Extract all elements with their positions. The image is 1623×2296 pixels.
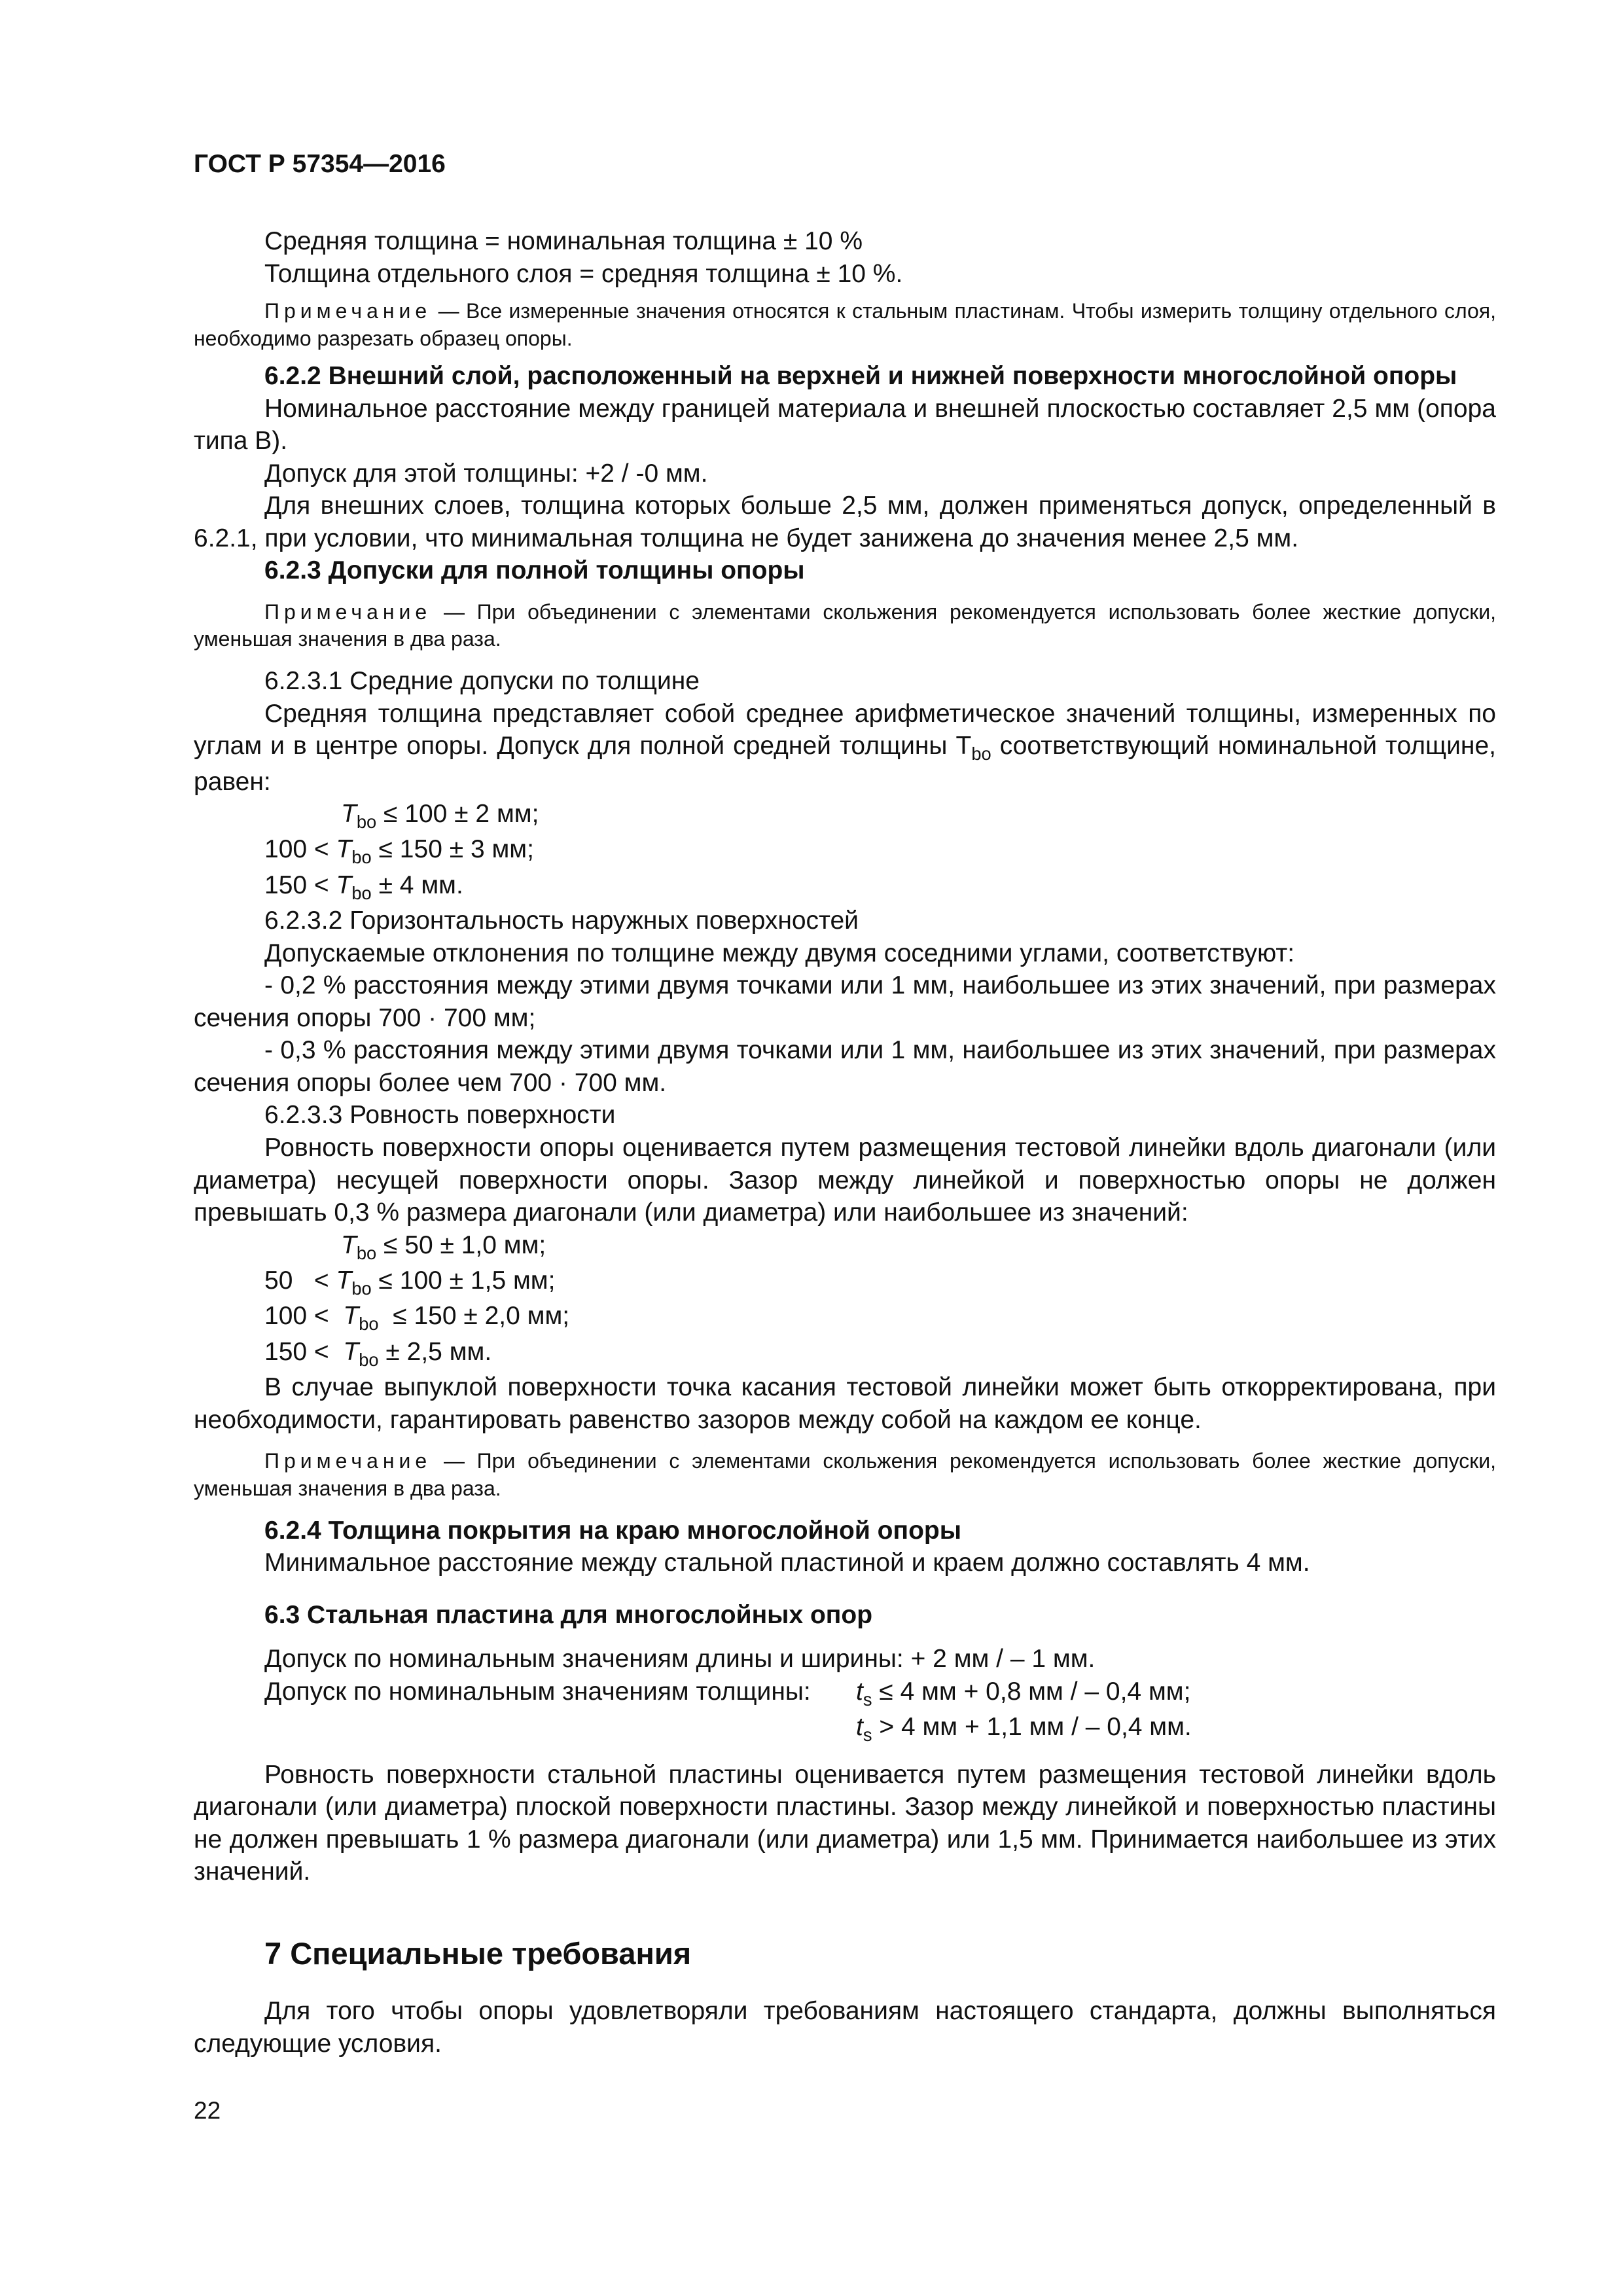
- paragraph: Средняя толщина представляет собой среднее арифметическое значений толщины, измеренных по углам и в центре опоры. Допуск для полной средней толщины $T_{bo}$ соответствующий номинальной толщине, равен:: [194, 699, 1496, 796]
- paragraph: Допуск по номинальным значениям длины и ширины: + 2 мм / – 1 мм.: [264, 1645, 1096, 1674]
- note-label: Примечание: [264, 299, 432, 323]
- formula-mean-thickness: Средняя толщина = номинальная толщина ± 10 %: [264, 227, 863, 255]
- document-body: [194, 225, 1496, 2060]
- paragraph: В случае выпуклой поверхности точка касания тестовой линейки может быть откорректирована, при необходимости, гарантировать равенство зазоров между собой на каждом ее конце.: [194, 1373, 1496, 1434]
- section-heading-6-2-4: 6.2.4 Толщина покрытия на краю многослойной опоры: [264, 1516, 962, 1545]
- note-label: Примечание: [264, 600, 432, 624]
- formula-line: $T_{bo} \le 100 \pm 2$ мм;: [341, 800, 539, 832]
- tolerance-value-1: $t_s \le 4$ мм + 0,8 мм / – 0,4 мм;: [856, 1677, 1191, 1710]
- formula-line: $50 < T_{bo} \le 100 \pm 1,5$ мм;: [264, 1266, 556, 1299]
- formula-line: $100 < T_{bo} \le 150 \pm 3$ мм;: [264, 835, 534, 868]
- formula-line: $150 < T_{bo} \pm 4$ мм.: [264, 870, 463, 903]
- note-1: [194, 298, 1496, 352]
- note-3: [194, 1448, 1496, 1502]
- subsection-6-2-3-3: 6.2.3.3 Ровность поверхности: [264, 1101, 616, 1130]
- section-heading-7: 7 Специальные требования: [264, 1935, 692, 1971]
- paragraph: Минимальное расстояние между стальной пластиной и краем должно составлять 4 мм.: [264, 1549, 1310, 1577]
- tolerance-value-2: $t_s > 4$ мм + 1,1 мм / – 0,4 мм.: [856, 1713, 1192, 1745]
- section-heading-6-3: 6.3 Стальная пластина для многослойных опор: [264, 1600, 873, 1629]
- section-heading-6-2-2: 6.2.2 Внешний слой, расположенный на верхней и нижней поверхности многослойной опоры: [264, 362, 1457, 391]
- paragraph: Допуск для этой толщины: +2 / -0 мм.: [264, 459, 708, 488]
- paragraph: Ровность поверхности стальной пластины оценивается путем размещения тестовой линейки вдоль диагонали (или диаметра) плоской поверхности пластины. Зазор между линейкой и поверхностью пластины не должен превышать 1 % размера диагонали (или диаметра) или 1,5 мм. Принимается наибольшее из этих значений.: [194, 1760, 1496, 1886]
- paragraph: Номинальное расстояние между границей материала и внешней плоскостью составляет 2,5 мм (опора типа В).: [194, 394, 1496, 456]
- formula-line: $100 < T_{bo} \le 150 \pm 2,0$ мм;: [264, 1302, 570, 1335]
- list-item: - 0,2 % расстояния между этими двумя точками или 1 мм, наибольшее из этих значений, при размерах сечения опоры 700 · 700 мм;: [194, 971, 1496, 1032]
- page-number: 22: [194, 2097, 221, 2124]
- paragraph: Ровность поверхности опоры оценивается путем размещения тестовой линейки вдоль диагонали (или диаметра) несущей поверхности опоры. Зазор между линейкой и поверхностью опоры не должен превышать 0,3 % размера диагонали (или диаметра) или наибольшее из значений:: [194, 1133, 1496, 1227]
- tolerance-label: Допуск по номинальным значениям толщины:: [264, 1677, 811, 1706]
- paragraph: Допускаемые отклонения по толщине между двумя соседними углами, соответствуют:: [264, 939, 1295, 967]
- list-item: - 0,3 % расстояния между этими двумя точками или 1 мм, наибольшее из этих значений, при размерах сечения опоры более чем 700 · 700 мм.: [194, 1036, 1496, 1097]
- formula-layer-thickness: Толщина отдельного слоя = средняя толщина ± 10 %.: [264, 259, 903, 288]
- section-heading-6-2-3: 6.2.3 Допуски для полной толщины опоры: [264, 556, 805, 585]
- formula-line: $150 < T_{bo} \pm 2,5$ мм.: [264, 1337, 492, 1370]
- subsection-6-2-3-2: 6.2.3.2 Горизонтальность наружных поверхностей: [264, 906, 859, 935]
- paragraph: Для внешних слоев, толщина которых больше 2,5 мм, должен применяться допуск, определенный в 6.2.1, при условии, что минимальная толщина не будет занижена до значения менее 2,5 мм.: [194, 492, 1496, 552]
- note-text: — При объединении с элементами скольжения рекомендуется использовать более жесткие допуски, уменьшая значения в два раза.: [194, 600, 1496, 651]
- note-text: — Все измеренные значения относятся к стальным пластинам. Чтобы измерить толщину отдельного слоя, необходимо разрезать образец опоры.: [194, 299, 1496, 350]
- paragraph: Для того чтобы опоры удовлетворяли требованиям настоящего стандарта, должны выполняться следующие условия.: [194, 1997, 1496, 2058]
- subsection-6-2-3-1: 6.2.3.1 Средние допуски по толщине: [264, 667, 700, 696]
- thickness-tolerance-row: [194, 1676, 1496, 1711]
- formula-line: $T_{bo} \le 50 \pm 1,0$ мм;: [341, 1230, 546, 1263]
- note-2: [194, 599, 1496, 653]
- document-code-header: ГОСТ Р 57354—2016: [194, 150, 446, 178]
- note-text: — При объединении с элементами скольжения рекомендуется использовать более жесткие допуски, уменьшая значения в два раза.: [194, 1449, 1496, 1500]
- note-label: Примечание: [264, 1449, 432, 1473]
